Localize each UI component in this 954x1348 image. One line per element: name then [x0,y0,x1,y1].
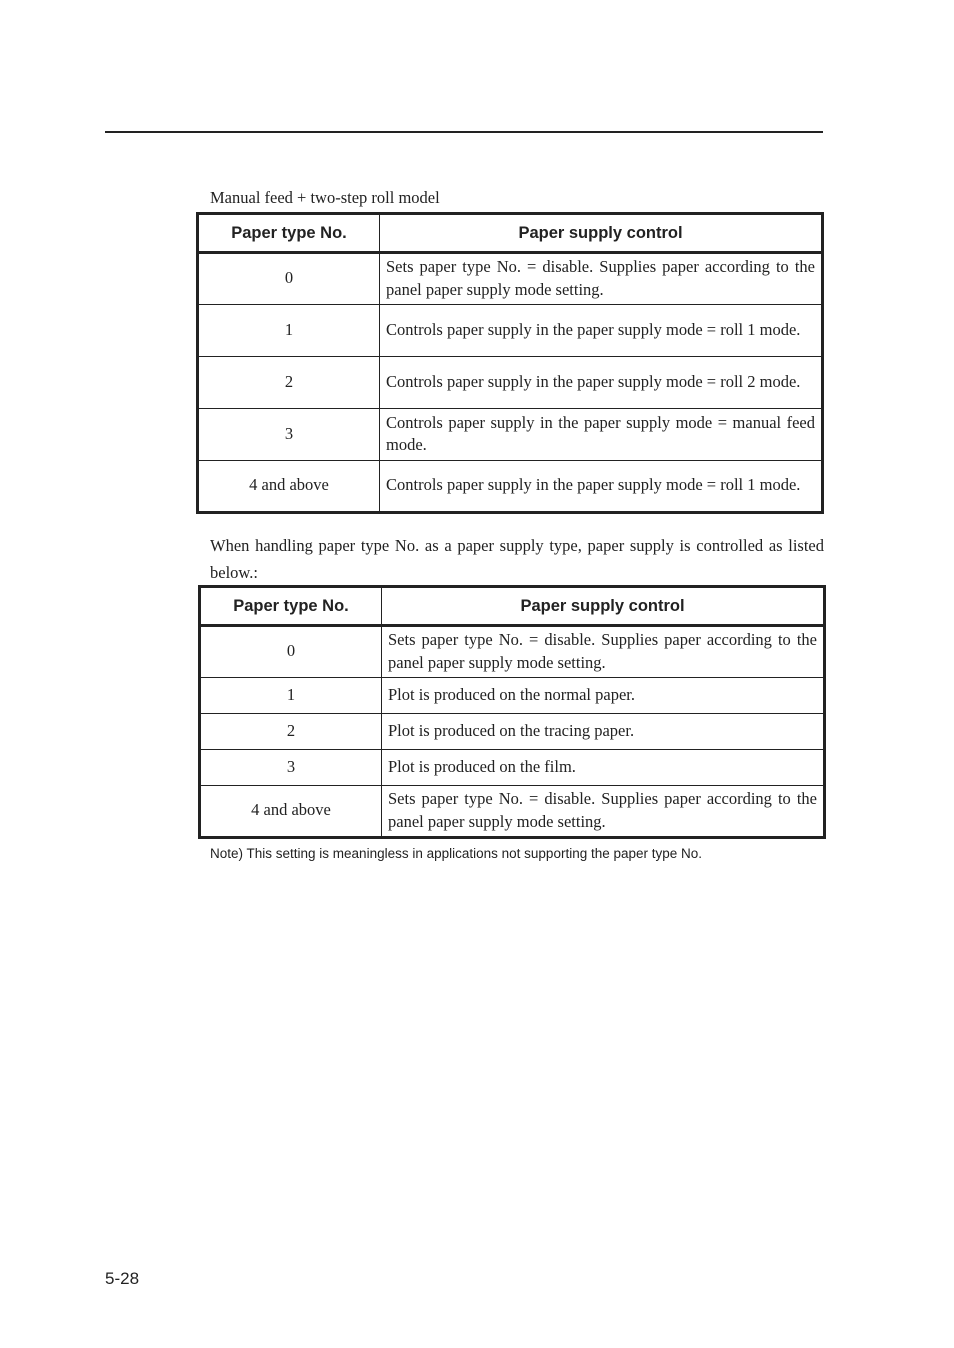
table-row [200,714,825,750]
table1-caption: Manual feed + two-step roll model [210,188,440,207]
paper-type-cell: 3 [200,750,382,786]
supply-control-cell: Sets paper type No. = disable. Supplies paper according to the panel paper supply mode setting. [382,786,825,838]
table-header-row [198,214,823,253]
table-row [198,357,823,409]
table-row [200,626,825,678]
supply-control-cell: Plot is produced on the film. [382,750,825,786]
supply-control-cell: Controls paper supply in the paper supply mode = roll 2 mode. [380,357,823,409]
supply-control-cell: Plot is produced on the tracing paper. [382,714,825,750]
paper-type-table-supply-type [198,585,826,839]
paper-type-cell: 0 [200,626,382,678]
supply-control-cell: Controls paper supply in the paper supply mode = roll 1 mode. [380,461,823,513]
paper-type-cell: 2 [198,357,380,409]
paper-type-cell: 4 and above [198,461,380,513]
column-header-supply-control: Paper supply control [380,214,823,253]
table-row [198,461,823,513]
supply-control-cell: Sets paper type No. = disable. Supplies paper according to the panel paper supply mode setting. [380,253,823,305]
page-number: 5-28 [105,1269,140,1288]
paper-type-cell: 1 [198,305,380,357]
paper-type-cell: 0 [198,253,380,305]
column-header-paper-type: Paper type No. [200,587,382,626]
table-row [200,678,825,714]
paper-type-cell: 1 [200,678,382,714]
table-row [198,305,823,357]
paper-type-cell: 3 [198,409,380,461]
table-row [200,750,825,786]
footnote: Note) This setting is meaningless in applications not supporting the paper type No. [210,846,703,861]
column-header-supply-control: Paper supply control [382,587,825,626]
column-header-paper-type: Paper type No. [198,214,380,253]
paper-type-cell: 4 and above [200,786,382,838]
table2-caption: When handling paper type No. as a paper supply type, paper supply is controlled as listed below.: [210,536,824,582]
header-rule [105,131,823,133]
supply-control-cell: Sets paper type No. = disable. Supplies paper according to the panel paper supply mode setting. [382,626,825,678]
table-row [198,253,823,305]
table-row [200,786,825,838]
paper-type-table-manual-feed [196,212,824,514]
table-header-row [200,587,825,626]
paper-type-cell: 2 [200,714,382,750]
supply-control-cell: Controls paper supply in the paper supply mode = manual feed mode. [380,409,823,461]
supply-control-cell: Controls paper supply in the paper supply mode = roll 1 mode. [380,305,823,357]
supply-control-cell: Plot is produced on the normal paper. [382,678,825,714]
table-row [198,409,823,461]
